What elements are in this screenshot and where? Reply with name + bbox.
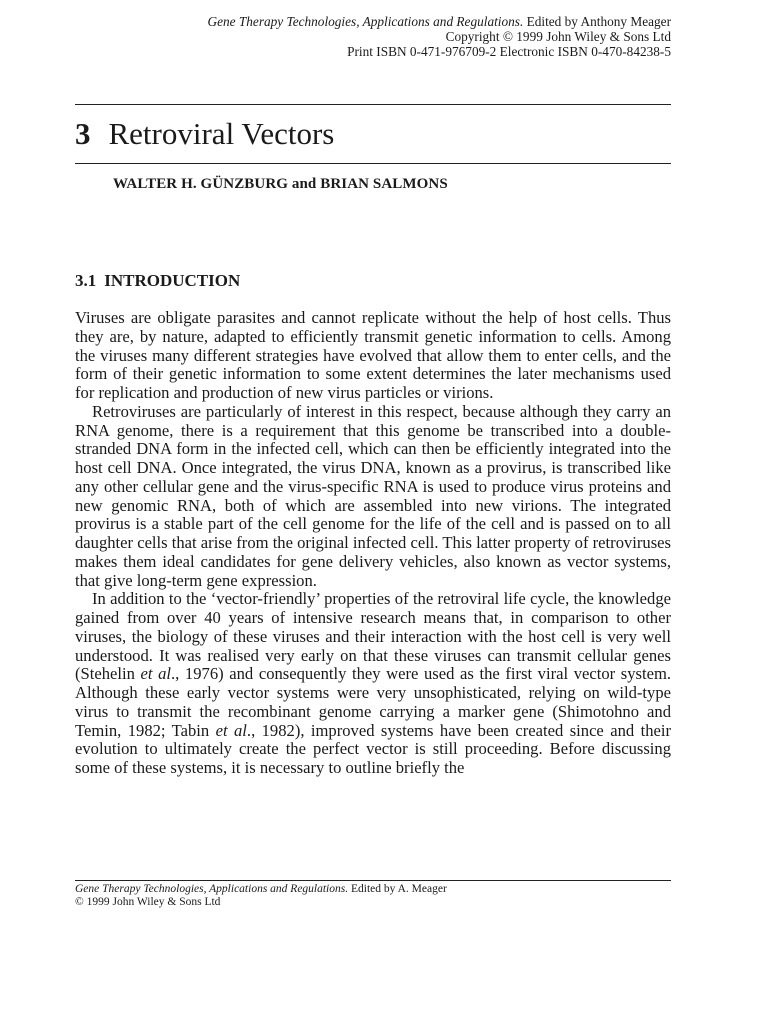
citation-et-al: et al bbox=[140, 664, 172, 684]
chapter-number: 3 bbox=[75, 116, 91, 151]
chapter-authors: WALTER H. GÜNZBURG and BRIAN SALMONS bbox=[113, 176, 448, 192]
header-isbn: Print ISBN 0-471-976709-2 Electronic ISBN 0-470-84238-5 bbox=[347, 44, 671, 59]
paragraph-1: Viruses are obligate parasites and cannot replicate without the help of host cells. Thus they are, by nature, adapted to efficiently transmit genetic information to cells. Among the viruses many different strategies have evolved that allow them to enter cells, and the form of their genetic information to some extent determines the later mechanisms used for replication and production of new virus particles or virions. bbox=[75, 308, 671, 402]
paragraph-2: Retroviruses are particularly of interest in this respect, because although they carry an RNA genome, there is a requirement that this genome be transcribed into a double-stranded DNA form in the infected cell, which can then be efficiently integrated into the host cell DNA. Once integrated, the virus DNA, known as a provirus, is transcribed like any other cellular gene and the virus-specific RNA is used to produce virus proteins and new genomic RNA, both of which are assembled into new virions. The integrated provirus is a stable part of the cell genome for the life of the cell and is passed on to all daughter cells that arise from the original infected cell. This latter property of retroviruses makes them ideal candidates for gene delivery vehicles, also known as vector systems, that give long-term gene expression. bbox=[75, 401, 671, 590]
page-footnote bbox=[75, 883, 447, 909]
header-book-title: Gene Therapy Technologies, Applications and Regulations. bbox=[207, 14, 524, 29]
header-copyright: Copyright © 1999 John Wiley & Sons Ltd bbox=[445, 29, 671, 44]
footnote-editor: Edited by A. Meager bbox=[348, 883, 447, 895]
paragraph-3-part-c: ., 1982), improved systems have been created since and their evolution to ultimately create the perfect vector is still proceeding. Before discussing some of these systems, it is necessary to outline briefly the bbox=[75, 720, 672, 777]
citation-et-al: et al bbox=[215, 720, 247, 740]
footnote-copyright: © 1999 John Wiley & Sons Ltd bbox=[75, 896, 221, 908]
chapter-title: Retroviral Vectors bbox=[108, 116, 335, 151]
paragraph-3-part-b: ., 1976) and consequently they were used as the first viral vector system. Although these early vector systems were very unsophisticated, relying on wild-type virus to transmit the recombinant genome carrying a marker gene (Shimotohno and Temin, 1982; Tabin bbox=[75, 664, 672, 740]
paragraph-3-part-a: In addition to the ‘vector-friendly’ properties of the retroviral life cycle, the knowledge gained from over 40 years of intensive research means that, in comparison to other viruses, the biology of these viruses and their interaction with the host cell is very well understood. It was realised very early on that these viruses can transmit cellular genes (Stehelin bbox=[75, 589, 671, 684]
section-number: 3.1 bbox=[75, 271, 97, 290]
chapter-heading bbox=[75, 114, 334, 154]
section-title: INTRODUCTION bbox=[104, 271, 241, 290]
footnote-rule bbox=[75, 880, 671, 881]
paragraph-3 bbox=[75, 590, 671, 778]
chapter-rule bbox=[75, 163, 671, 164]
top-rule bbox=[75, 104, 671, 105]
header-citation bbox=[208, 14, 672, 29]
footnote-citation bbox=[75, 883, 447, 896]
page-header bbox=[208, 14, 672, 59]
section-heading bbox=[75, 271, 240, 291]
header-editor: Edited by Anthony Meager bbox=[523, 14, 671, 29]
body-text bbox=[75, 309, 671, 778]
footnote-book-title: Gene Therapy Technologies, Applications and Regulations. bbox=[75, 883, 349, 895]
